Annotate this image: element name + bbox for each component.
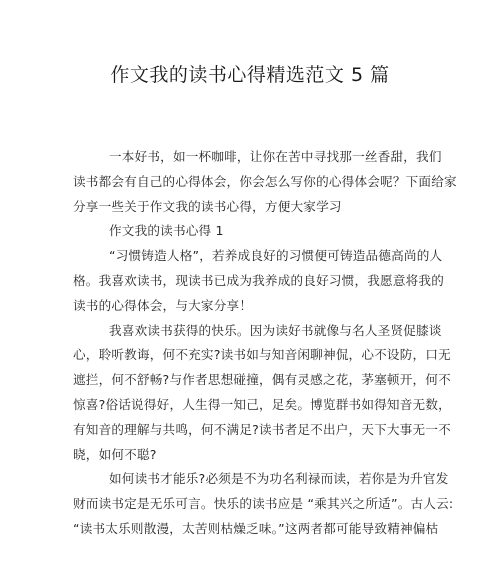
- body-line: 我喜欢读书获得的快乐。因为读好书就像与名人圣贤促膝谈: [109, 322, 442, 338]
- body-line: 如何读书才能乐?必须是不为功名利禄而读，若你是为升官发: [109, 471, 449, 487]
- body-line: 惊喜?俗话说得好，人生得一知己，足矣。博览群书如得知音无数，: [73, 396, 451, 412]
- body-line: 有知音的理解与共鸣，何不满足?读书者足不出户，天下大事无一不: [73, 421, 451, 437]
- body-line: 心，聆听教诲，何不充实?读书如与知音闲聊神侃，心不设防，口无: [73, 347, 451, 363]
- body-line: “读书太乐则散漫，太苦则枯燥乏味。”这两者都可能导致精神偏枯: [73, 520, 439, 536]
- body-line: 一本好书，如一杯咖啡，让你在苦中寻找那一丝香甜，我们: [109, 149, 442, 164]
- body-line: “习惯铸造人格”，若养成良好的习惯便可铸造品德高尚的人: [109, 248, 443, 264]
- body-line: 分享一些关于作文我的读书心得，方便大家学习: [73, 198, 342, 214]
- document-body: [73, 145, 457, 542]
- body-line: 读书都会有自己的心得体会，你会怎么写你的心得体会呢？下面给家: [73, 173, 457, 189]
- body-line: 晓，如何不聪?: [73, 446, 157, 462]
- body-line: 财而读书定是无乐可言。快乐的读书应是 “乘其兴之所适”。古人云:: [73, 496, 454, 512]
- body-line: 作文我的读书心得 1: [109, 223, 224, 239]
- body-line: 遮拦，何不舒畅?与作者思想碰撞，偶有灵感之花，茅塞顿开，何不: [73, 372, 451, 388]
- body-line: 读书的心得体会，与大家分享！: [73, 297, 253, 313]
- document-title: 作文我的读书心得精选范文 5 篇: [110, 64, 390, 86]
- body-line: 格。我喜欢读书，现读书已成为我养成的良好习惯，我愿意将我的: [73, 272, 445, 288]
- bottom-fade: [0, 549, 500, 565]
